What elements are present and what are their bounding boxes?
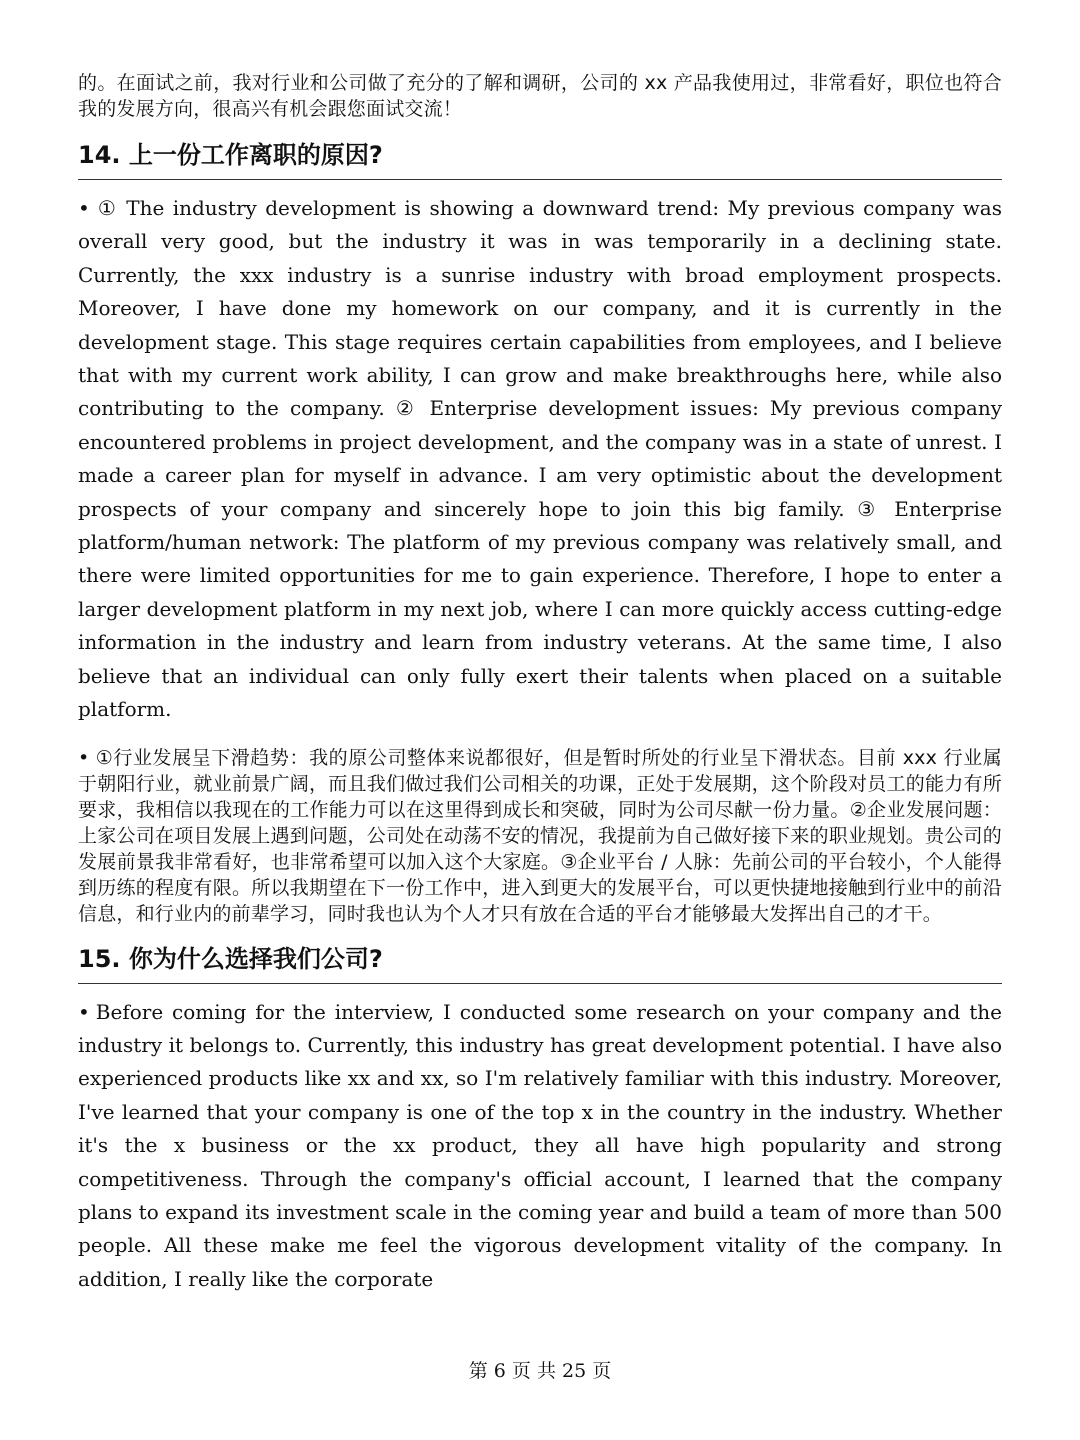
page-footer: 第 6 页 共 25 页	[468, 1360, 612, 1382]
bullet-marker: •	[78, 999, 90, 1024]
answer-15-english	[78, 996, 1002, 1297]
bullet-marker: •	[78, 746, 90, 769]
document-page	[78, 70, 1002, 1296]
answer-15-english-text: Before coming for the interview, I conducted some research on your company and the industry it belongs to. Currently, this industry has great development potential. I have also experienced products like xx and xx, so I'm relatively familiar with this industry. Moreover, I've learned that your company is one of the top x in the country in the industry. Whether it's the x business or the xx product, they all have high popularity and strong competitiveness. Through the company's official account, I learned that the company plans to expand its investment scale in the coming year and build a team of more than 500 people. All these make me feel the vigorous development vitality of the company. In addition, I really like the corporate	[78, 999, 1002, 1291]
answer-14-english-text: ① The industry development is showing a downward trend: My previous company was overall very good, but the industry it was in was temporarily in a declining state. Currently, the xxx industry is a sunrise industry with broad employment prospects. Moreover, I have done my homework on our company, and it is currently in the development stage. This stage requires certain capabilities from employees, and I believe that with my current work ability, I can grow and make breakthroughs here, while also contributing to the company. ② Enterprise development issues: My previous company encountered problems in project development, and the company was in a state of unrest. I made a career plan for myself in advance. I am very optimistic about the development prospects of your company and sincerely hope to join this big family. ③ Enterprise platform/human network: The platform of my previous company was relatively small, and there were limited opportunities for me to gain experience. Therefore, I hope to enter a larger development platform in my next job, where I can more quickly access cutting-edge information in the industry and learn from industry veterans. At the same time, I also believe that an individual can only fully exert their talents when placed on a suitable platform.	[78, 196, 1002, 722]
intro-paragraph: 的。在面试之前，我对行业和公司做了充分的了解和调研，公司的 xx 产品我使用过，非常看好，职位也符合我的发展方向，很高兴有机会跟您面试交流！	[78, 72, 1002, 120]
answer-14-chinese-text: ①行业发展呈下滑趋势：我的原公司整体来说都很好，但是暂时所处的行业呈下滑状态。目前 xxx 行业属于朝阳行业，就业前景广阔，而且我们做过我们公司相关的功课，正处于发展期，这个阶段对员工的能力有所要求，我相信以我现在的工作能力可以在这里得到成长和突破，同时为公司尽献一份力量。②企业发展问题：上家公司在项目发展上遇到问题，公司处在动荡不安的情况，我提前为自己做好接下来的职业规划。贵公司的发展前景我非常看好，也非常希望可以加入这个大家庭。③企业平台 / 人脉：先前公司的平台较小，个人能得到历练的程度有限。所以我期望在下一份工作中，进入到更大的发展平台，可以更快捷地接触到行业中的前沿信息，和行业内的前辈学习，同时我也认为个人才只有放在合适的平台才能够最大发挥出自己的才干。	[78, 746, 1002, 925]
question-14-heading: 14. 上一份工作离职的原因?	[78, 139, 1002, 180]
answer-14-english	[78, 192, 1002, 727]
answer-14-chinese	[78, 745, 1002, 927]
question-15-heading: 15. 你为什么选择我们公司?	[78, 943, 1002, 984]
bullet-marker: •	[78, 196, 90, 220]
